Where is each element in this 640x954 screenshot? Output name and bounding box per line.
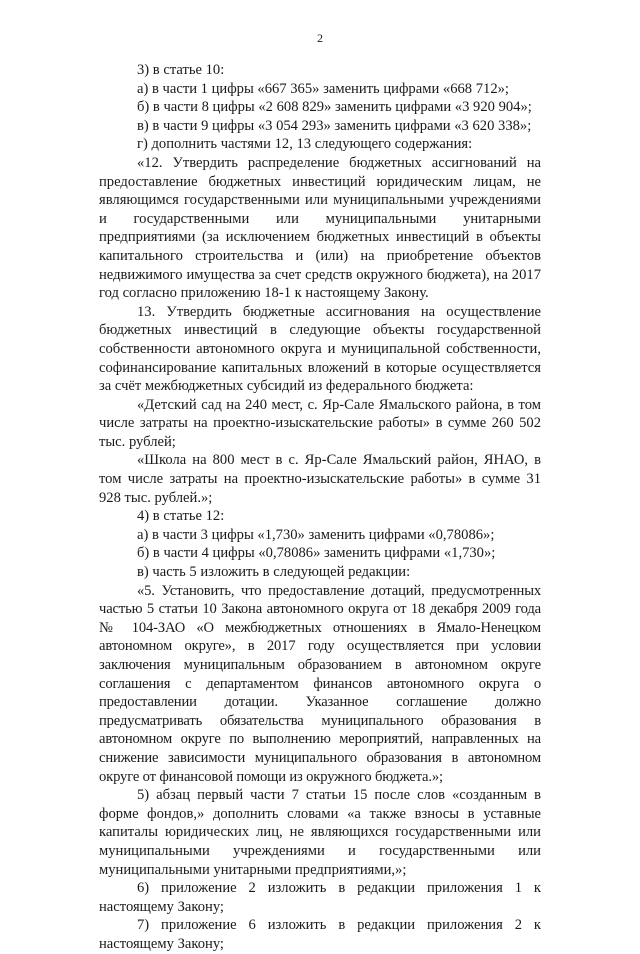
paragraph-12: «12. Утвердить распределение бюджетных ассигнований на предоставление бюджетных инвестиций юридическим лицам, не являющимся государственными или муниципальными учреждениями и государственными или муниципальными унитарными предприятиями (за исключением бюджетных инвестиций в объекты капитального строительства и (или) на приобретение объектов недвижимого имущества за счет средств окружного бюджета), на 2017 год согласно приложению 18-1 к настоящему Закону. — [99, 154, 541, 302]
list-item-article-15: 5) абзац первый части 7 статьи 15 после слов «созданным в форме фондов,» дополнить словами «а также взносы в уставные капиталы юридических лиц, не являющихся государственными или муниципальными учреждениями и государственными или муниципальными унитарными предприятиями,»; — [99, 787, 541, 878]
list-item-appendix-2: 6) приложение 2 изложить в редакции приложения 1 к настоящему Закону; — [99, 880, 541, 915]
list-item-12b: б) в части 4 цифры «0,78086» заменить цифрами «1,730»; — [137, 545, 496, 562]
list-item-10c: в) в части 9 цифры «3 054 293» заменить цифрами «3 620 338»; — [137, 117, 532, 134]
paragraph-school: «Школа на 800 мест в с. Яр-Сале Ямальский район, ЯНАО, в том числе затраты на проектно-изыскательские работы» в сумме 31 928 тыс. рублей.»; — [99, 452, 541, 506]
document-body — [99, 61, 541, 954]
list-item-article-12: 4) в статье 12: — [137, 508, 225, 525]
list-item-12a: а) в части 3 цифры «1,730» заменить цифрами «0,78086»; — [137, 526, 495, 543]
paragraph-kindergarten: «Детский сад на 240 мест, с. Яр-Сале Ямальского района, в том числе затраты на проектно-изыскательские работы» в сумме 260 502 тыс. рублей; — [99, 396, 541, 450]
list-item-12c: в) часть 5 изложить в следующей редакции: — [137, 564, 411, 581]
list-item-10b: б) в части 8 цифры «2 608 829» заменить цифрами «3 920 904»; — [137, 99, 532, 116]
list-item-10a: а) в части 1 цифры «667 365» заменить цифрами «668 712»; — [137, 80, 509, 97]
paragraph-13: 13. Утвердить бюджетные ассигнования на осуществление бюджетных инвестиций в следующие объекты государственной собственности автономного округа и муниципальной собственности, софинансирование капитальных вложений в которые осуществляется за счёт межбюджетных субсидий из федерального бюджета: — [99, 303, 541, 395]
paragraph-5-subsidies: «5. Установить, что предоставление дотаций, предусмотренных частью 5 статьи 10 Закона автономного округа от 18 декабря 2009 года № 104-ЗАО «О межбюджетных отношениях в Ямало-Ненецком автономном округе», в 2017 году осуществляется при условии заключения муниципальным образованием в автономном округе соглашения с департаментом финансов автономного округа о предоставлении дотации. Указанное соглашение должно предусматривать обязательства муниципального образования в автономном округе по выполнению мероприятий, направленных на снижение зависимости муниципального образования в автономном округе от финансовой помощи из окружного бюджета.»; — [99, 582, 541, 785]
page-number: 2 — [317, 31, 323, 45]
list-item-article-10: 3) в статье 10: — [137, 62, 225, 78]
list-item-appendix-6: 7) приложение 6 изложить в редакции приложения 2 к настоящему Закону; — [99, 917, 541, 952]
list-item-10d: г) дополнить частями 12, 13 следующего содержания: — [137, 136, 473, 153]
